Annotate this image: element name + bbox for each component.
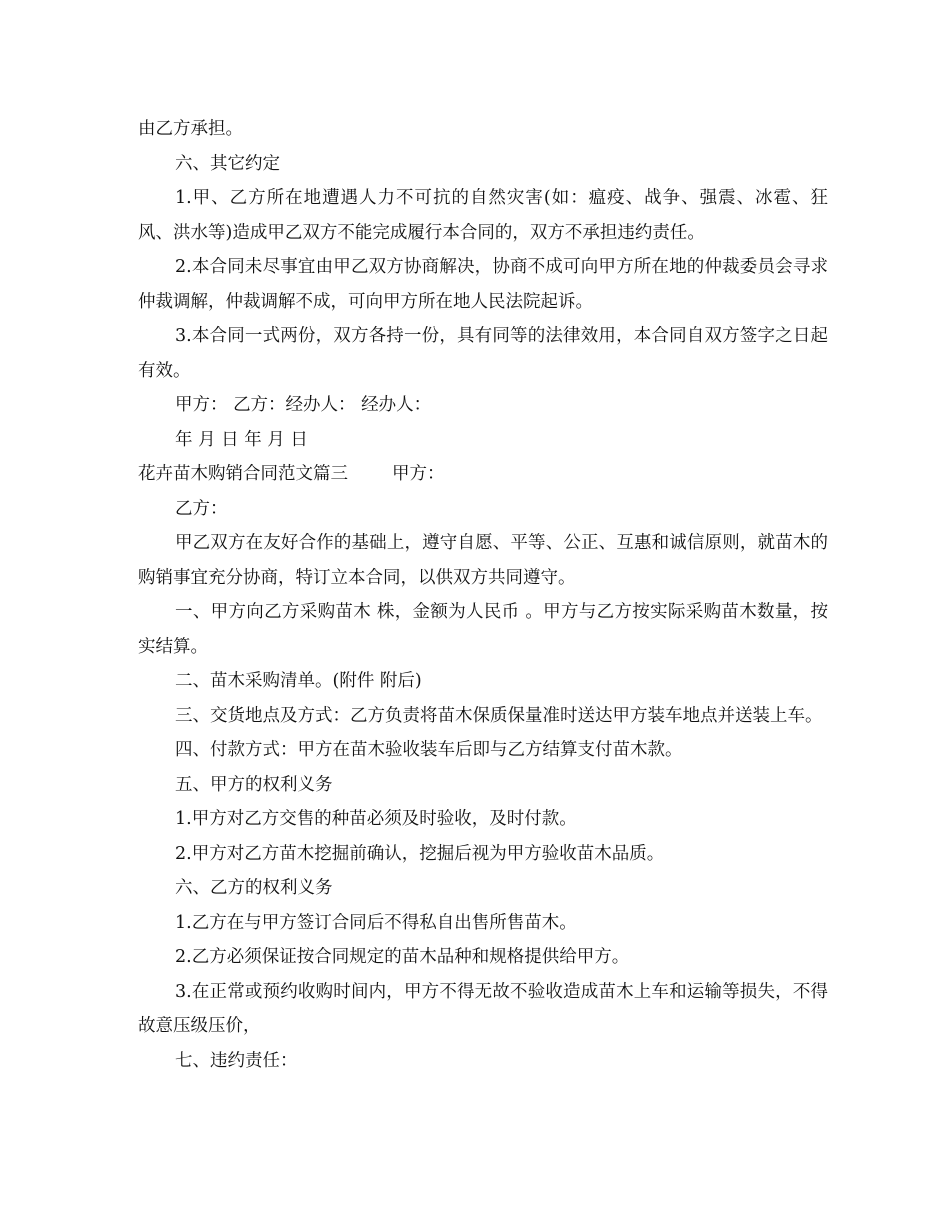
paragraph: 2.甲方对乙方苗木挖掘前确认，挖掘后视为甲方验收苗木品质。 bbox=[175, 843, 665, 864]
paragraph: 由乙方承担。 bbox=[138, 119, 243, 139]
document-body bbox=[138, 112, 828, 1078]
paragraph: 1.甲方对乙方交售的种苗必须及时验收，及时付款。 bbox=[175, 809, 577, 829]
section-title: 花卉苗木购销合同范文篇三 bbox=[138, 464, 348, 484]
section-heading: 五、甲方的权利义务 bbox=[175, 774, 333, 795]
paragraph: 一、甲方向乙方采购苗木 株，金额为人民币 。甲方与乙方按实际采购苗木数量，按实结算。 bbox=[138, 602, 828, 657]
section-heading: 七、违约责任： bbox=[175, 1050, 298, 1071]
party-a-label: 甲方： bbox=[392, 464, 445, 484]
signature-line: 甲方： 乙方：经办人： 经办人： bbox=[175, 395, 432, 415]
paragraph: 1.甲、乙方所在地遭遇人力不可抗的自然灾害(如：瘟疫、战争、强震、冰雹、狂风、洪水等)造成甲乙双方不能完成履行本合同的，双方不承担违约责任。 bbox=[138, 188, 828, 243]
paragraph: 2.乙方必须保证按合同规定的苗木品种和规格提供给甲方。 bbox=[175, 947, 630, 967]
section-title-line bbox=[138, 457, 828, 492]
date-line: 年 月 日 年 月 日 bbox=[175, 429, 308, 450]
section-heading: 六、乙方的权利义务 bbox=[175, 878, 333, 898]
paragraph: 四、付款方式：甲方在苗木验收装车后即与乙方结算支付苗木款。 bbox=[175, 740, 683, 760]
paragraph: 甲乙双方在友好合作的基础上，遵守自愿、平等、公正、互惠和诚信原则，就苗木的购销事宜充分协商，特订立本合同，以供双方共同遵守。 bbox=[138, 533, 828, 588]
paragraph: 三、交货地点及方式：乙方负责将苗木保质保量准时送达甲方装车地点并送装上车。 bbox=[175, 705, 823, 726]
section-heading: 六、其它约定 bbox=[175, 153, 280, 174]
paragraph: 二、苗木采购清单。(附件 附后) bbox=[175, 671, 422, 691]
paragraph: 1.乙方在与甲方签订合同后不得私自出售所售苗木。 bbox=[175, 912, 577, 933]
paragraph: 2.本合同未尽事宜由甲乙双方协商解决，协商不成可向甲方所在地的仲裁委员会寻求仲裁调解，仲裁调解不成，可向甲方所在地人民法院起诉。 bbox=[138, 257, 828, 312]
paragraph: 3.在正常或预约收购时间内，甲方不得无故不验收造成苗木上车和运输等损失，不得故意压级压价， bbox=[138, 981, 828, 1036]
party-b-label: 乙方： bbox=[175, 498, 228, 519]
paragraph: 3.本合同一式两份，双方各持一份，具有同等的法律效用，本合同自双方签字之日起有效。 bbox=[138, 326, 828, 381]
